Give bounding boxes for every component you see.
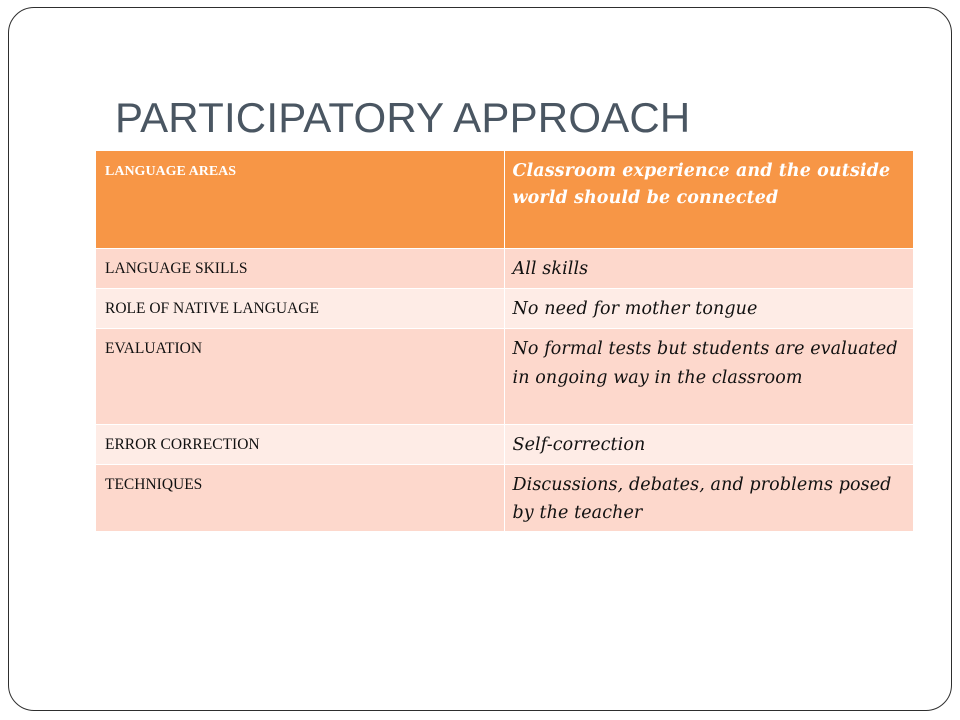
row-label-cell bbox=[96, 424, 504, 464]
table-row bbox=[96, 288, 913, 328]
header-label: LANGUAGE AREAS bbox=[105, 164, 237, 179]
row-label-cell bbox=[96, 288, 504, 328]
table-header-row bbox=[96, 151, 913, 248]
row-value-cell bbox=[504, 464, 913, 531]
header-value-cell bbox=[504, 151, 913, 248]
row-label-cell bbox=[96, 464, 504, 531]
slide-title: PARTICIPATORY APPROACH bbox=[115, 94, 691, 141]
row-label: ERROR CORRECTION bbox=[105, 435, 260, 453]
table-row bbox=[96, 328, 913, 424]
header-value: Classroom experience and the outside world should be connected bbox=[512, 161, 891, 208]
row-value-cell bbox=[504, 288, 913, 328]
row-label-cell bbox=[96, 248, 504, 288]
row-label: ROLE OF NATIVE LANGUAGE bbox=[105, 299, 319, 317]
row-label: TECHNIQUES bbox=[105, 475, 203, 493]
row-value: No need for mother tongue bbox=[512, 298, 758, 319]
row-value: Discussions, debates, and problems posed by the teacher bbox=[512, 474, 892, 523]
header-label-cell bbox=[96, 151, 504, 248]
row-label-cell bbox=[96, 328, 504, 424]
row-value-cell bbox=[504, 328, 913, 424]
row-value-cell bbox=[504, 248, 913, 288]
table-row bbox=[96, 248, 913, 288]
row-value: Self-correction bbox=[512, 434, 646, 455]
row-label: LANGUAGE SKILLS bbox=[105, 259, 248, 277]
table-row bbox=[96, 464, 913, 531]
row-value-cell bbox=[504, 424, 913, 464]
row-label: EVALUATION bbox=[105, 339, 203, 357]
row-value: All skills bbox=[512, 258, 589, 279]
row-value: No formal tests but students are evaluated in ongoing way in the classroom bbox=[512, 338, 898, 388]
table-row bbox=[96, 424, 913, 464]
approach-table bbox=[96, 151, 913, 532]
